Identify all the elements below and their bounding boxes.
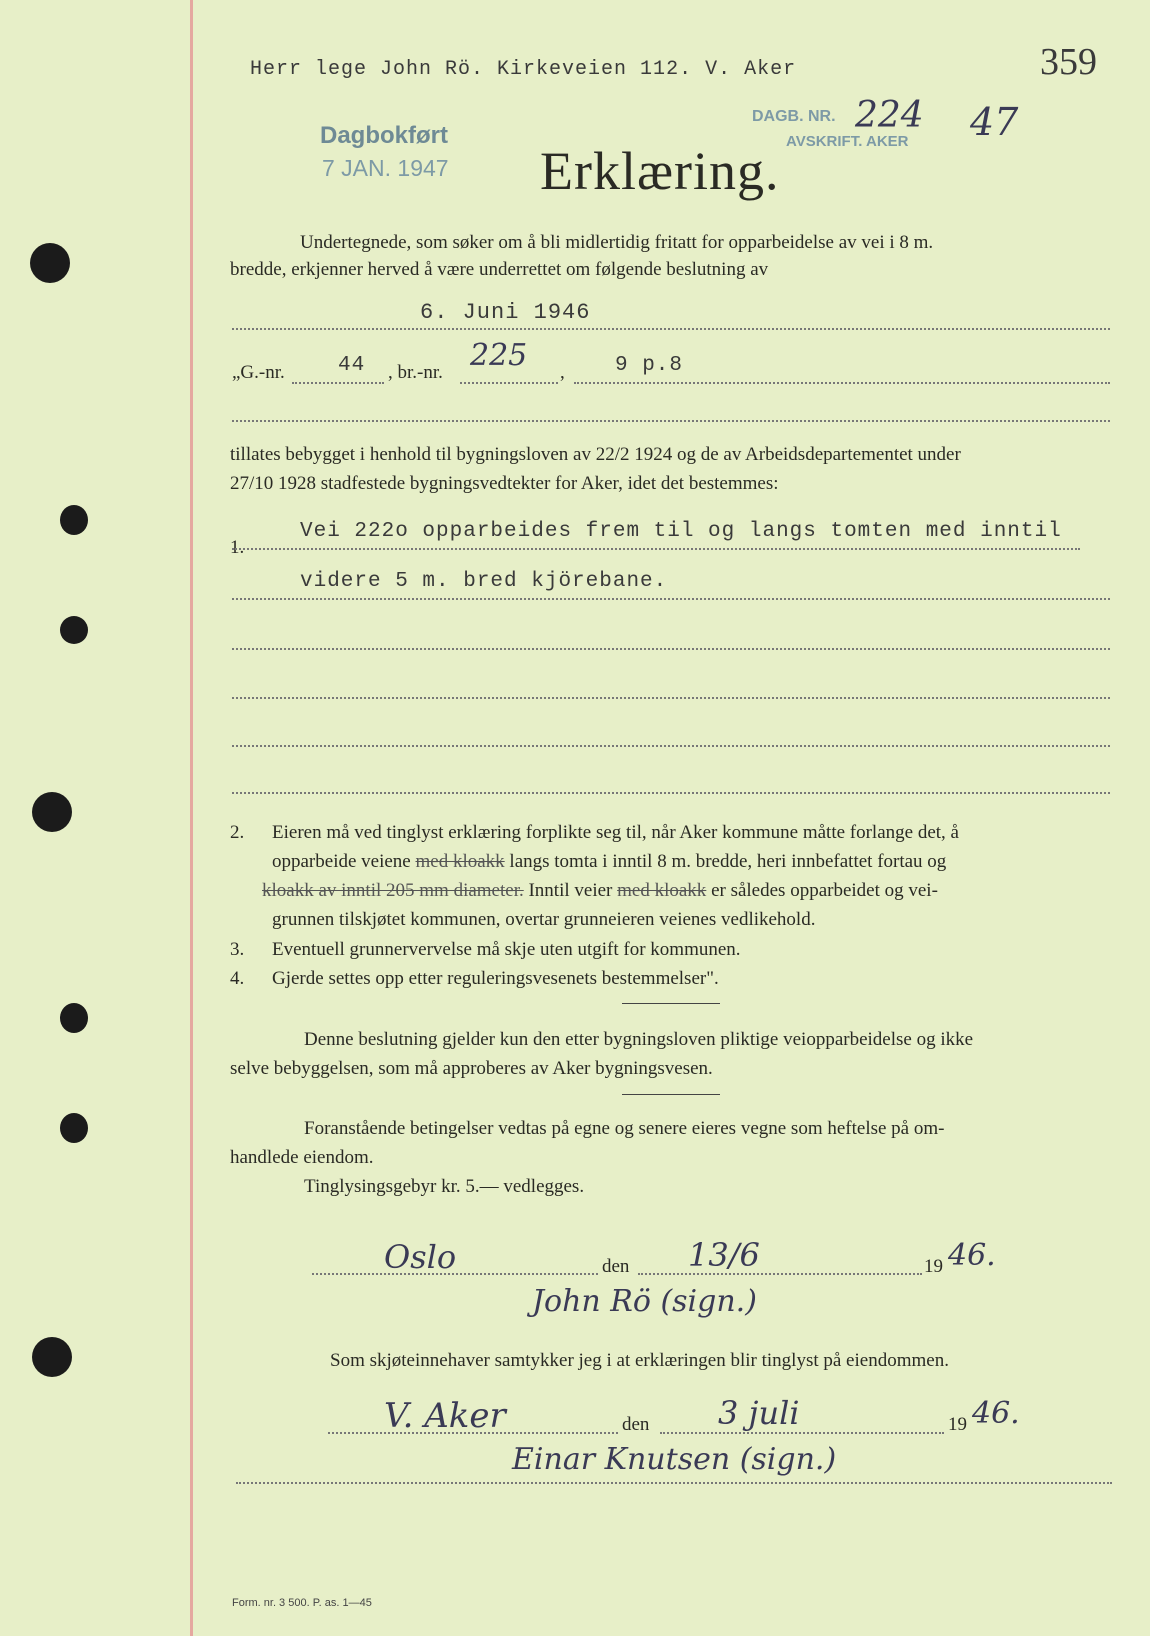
item-2-line-3c: er således opparbeidet og vei- xyxy=(711,880,938,901)
item-3-text: Eventuell grunnervervelse må skje uten utgift for kommunen. xyxy=(272,939,741,960)
sig1-den: den xyxy=(602,1256,630,1277)
item-2-line-2 xyxy=(272,847,1112,876)
intro-line-1: Undertegnede, som søker om å bli midlertidig fritatt for opparbeidelse av vei i 8 m. xyxy=(300,232,934,253)
stamp-avskrift: AVSKRIFT. AKER xyxy=(786,133,909,150)
note-line-2: selve bebyggelsen, som må approberes av Aker bygningsvesen. xyxy=(230,1058,713,1079)
stamp-dagb-nr: DAGB. NR. xyxy=(752,108,836,125)
item-4-text: Gjerde settes opp etter reguleringsvesenets bestemmelser". xyxy=(272,968,719,989)
sig2-signature: Einar Knutsen (sign.) xyxy=(512,1442,837,1477)
sig1-year: 46. xyxy=(948,1238,996,1273)
blank-dotline-3 xyxy=(232,697,1110,699)
blank-dotline-2 xyxy=(232,648,1110,650)
sig1-date: 13/6 xyxy=(688,1236,760,1274)
document-title: Erklæring. xyxy=(540,141,780,201)
margin-line xyxy=(190,0,193,1636)
gnr-value: 44 xyxy=(338,354,366,377)
punch-hole-5 xyxy=(60,1003,88,1033)
gnr-label: „G.-nr. xyxy=(232,362,285,383)
item-2-line-3b: Inntil veier xyxy=(528,880,613,901)
document-page: Herr lege John Rö. Kirkeveien 112. V. Aker 359 Dagbokført 7 JAN. 1947 DAGB. NR. AVSKRIFT. AKER 224 47 Erklæring. Undertegnede, som søker om å bli midlertidig fritatt for opparbeidelse av vei i 8 m. bredde, erkjenner herved å være underrettet om følgende beslutning av 6. Juni 1946 „G.-nr. 44 , br.-nr. 225 , 9 p.8 tillates bebygget i henhold til bygningsloven av 22/2 1924 og de av Arbeidsdepartementet under 27/10 1928 stadfestede bygningsvedtekter for Aker, idet det bestemmes: 1. Vei 222o opparbeides frem til og langs tomten med inntil videre 5 m. bred kjörebane. 2. Eieren må ved tinglyst erklæring forplikte seg til, når Aker kommune måtte forlange det, å opparbeide veiene med kloakk langs tomta i inntil 8 m. bredde, heri innbefattet fortau og kloakk av inntil 205 mm diameter. Inntil veier med kloakk er således opparbeidet og vei- grunnen tilskjøtet kommunen, overtar grunneieren veienes vedlikehold. 3. Eventuell grunnervervelse må skje uten utgift for kommunen. 4. Gjerde settes opp etter reguleringsvesenets bestemmelser". Denne beslutning gjelder kun den etter bygningsloven pliktige veiopparbeidelse og ikke selve bebyggelsen, som må approberes av Aker bygningsvesen. Foranstående betingelser vedtas på egne og senere eieres vegne som heftelse på om- handlede eiendom. Tinglysingsgebyr kr. 5.— vedlegges. Oslo den 13/6 19 46. John Rö (sign.) Som skjøteinnehaver samtykker jeg i at erklæringen blir tinglyst på eiendommen. V. Aker den 3 juli 19 46. Einar Knutsen (sign.) Form. nr. 3 500. P. as. 1—45 xyxy=(0,0,1150,1636)
item-1-dotline-1 xyxy=(232,548,1080,550)
stamp-date: 7 JAN. 1947 xyxy=(322,155,449,181)
conditions-line-3: Tinglysingsgebyr kr. 5.— vedlegges. xyxy=(304,1176,585,1197)
gnr-dotline xyxy=(292,382,384,384)
sig1-year-prefix: 19 xyxy=(924,1256,943,1277)
blank-dotline-5 xyxy=(232,792,1110,794)
sig2-place: V. Aker xyxy=(384,1396,506,1436)
item-2-line-2a: opparbeide veiene xyxy=(272,851,411,872)
item-1-typed-line-1: Vei 222o opparbeides frem til og langs tomten med inntil xyxy=(300,520,1062,543)
conditions-line-2: handlede eiendom. xyxy=(230,1147,374,1168)
punch-hole-3 xyxy=(60,616,88,644)
sig2-year-prefix: 19 xyxy=(948,1414,967,1435)
sig2-date: 3 juli xyxy=(718,1394,800,1432)
sig2-signature-line xyxy=(236,1482,1112,1484)
intro-line-2: bredde, erkjenner herved å være underrettet om følgende beslutning av xyxy=(230,259,769,280)
form-footer: Form. nr. 3 500. P. as. 1—45 xyxy=(232,1597,372,1609)
extra-value: 9 p.8 xyxy=(615,354,684,377)
note-line-1: Denne beslutning gjelder kun den etter bygningsloven pliktige veiopparbeidelse og ikke xyxy=(304,1029,974,1050)
conditions-line-1: Foranstående betingelser vedtas på egne og senere eieres vegne som heftelse på om- xyxy=(304,1118,945,1139)
item-4-number: 4. xyxy=(230,968,245,989)
item-1-number: 1. xyxy=(230,537,245,558)
punch-hole-6 xyxy=(60,1113,88,1143)
separator-2 xyxy=(622,1094,720,1095)
punch-hole-2 xyxy=(60,505,88,535)
typed-address: Herr lege John Rö. Kirkeveien 112. V. Aker xyxy=(250,58,797,81)
sig1-place: Oslo xyxy=(384,1238,457,1276)
punch-hole-4 xyxy=(32,792,72,832)
item-2-line-4: grunnen tilskjøtet kommunen, overtar grunneieren veienes vedlikehold. xyxy=(272,909,816,930)
item-1-dotline-2 xyxy=(232,598,1110,600)
handwritten-dagb-nr: 224 xyxy=(855,95,924,136)
sig1-date-line xyxy=(638,1273,922,1275)
handwritten-dagb-year: 47 xyxy=(970,100,1019,144)
page-number: 359 xyxy=(1040,41,1097,83)
item-2-line-1: Eieren må ved tinglyst erklæring forplikte seg til, når Aker kommune måtte forlange det, å xyxy=(272,822,959,843)
extra-dotline xyxy=(574,382,1110,384)
consent-text: Som skjøteinnehaver samtykker jeg i at erklæringen blir tinglyst på eiendommen. xyxy=(330,1350,949,1371)
separator-1 xyxy=(622,1003,720,1004)
brnr-dotline xyxy=(460,382,558,384)
item-2-line-3 xyxy=(262,876,1112,905)
punch-hole-1 xyxy=(30,243,70,283)
permit-line-2: 27/10 1928 stadfestede bygningsvedtekter for Aker, idet det bestemmes: xyxy=(230,473,779,494)
item-2-struck-text-3: med kloakk xyxy=(617,880,707,901)
item-2-line-2b: langs tomta i inntil 8 m. bredde, heri innbefattet fortau og xyxy=(509,851,947,872)
sig2-den: den xyxy=(622,1414,650,1435)
brnr-label: , br.-nr. xyxy=(388,362,443,383)
item-2-struck-text-2: kloakk av inntil 205 mm diameter. xyxy=(262,880,524,901)
permit-line-1: tillates bebygget i henhold til bygningsloven av 22/2 1924 og de av Arbeidsdepartementet under xyxy=(230,444,961,465)
blank-dotline-1 xyxy=(232,420,1110,422)
sig2-year: 46. xyxy=(972,1396,1020,1431)
item-1-typed-line-2: videre 5 m. bred kjörebane. xyxy=(300,570,668,593)
item-2-struck-text: med kloakk xyxy=(415,851,505,872)
sig2-date-line xyxy=(660,1432,944,1434)
decision-date: 6. Juni 1946 xyxy=(420,300,591,325)
brnr-value: 225 xyxy=(470,338,528,373)
sig1-signature: John Rö (sign.) xyxy=(532,1284,757,1319)
blank-dotline-4 xyxy=(232,745,1110,747)
item-3-number: 3. xyxy=(230,939,245,960)
item-2-number: 2. xyxy=(230,822,245,843)
stamp-dagbokfort: Dagbokført xyxy=(320,122,448,149)
decision-date-line xyxy=(232,328,1110,330)
punch-hole-7 xyxy=(32,1337,72,1377)
